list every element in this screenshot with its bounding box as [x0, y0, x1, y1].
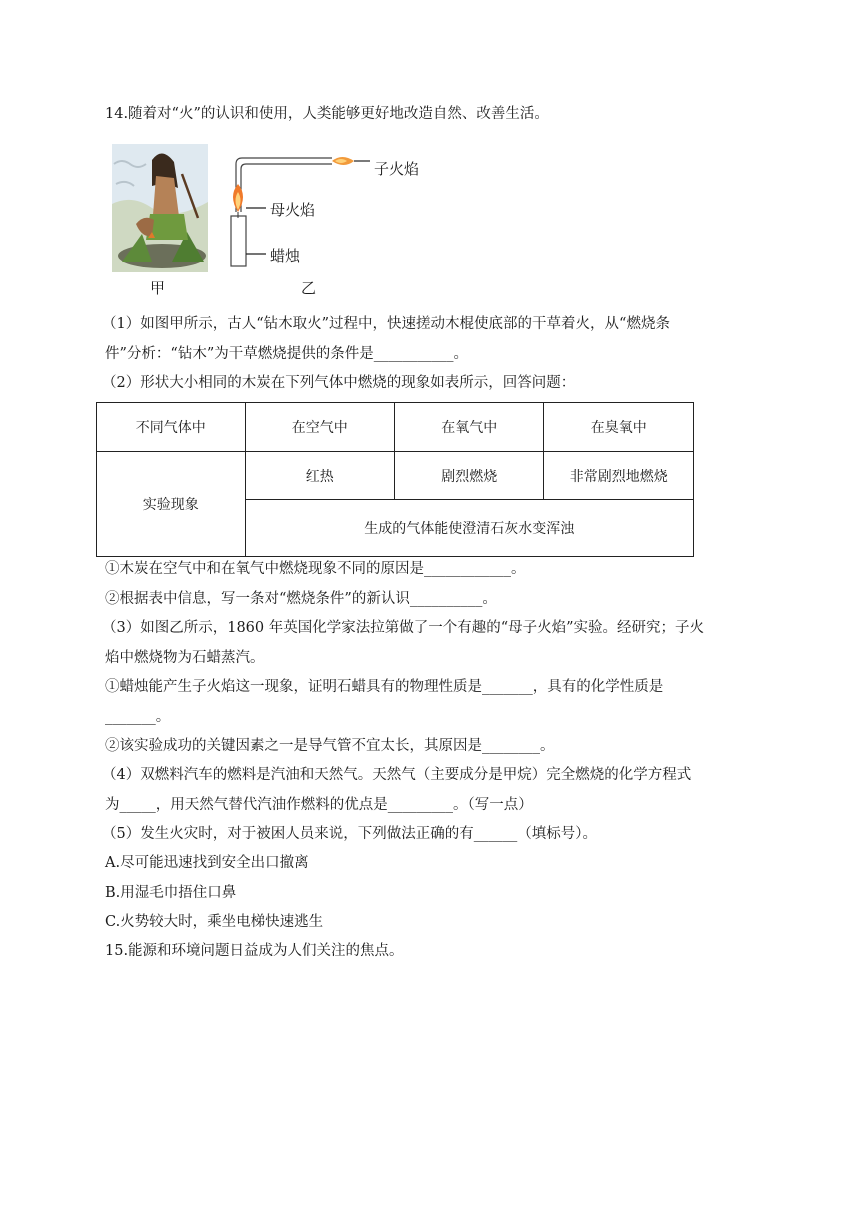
table-header-cell: 在氧气中 [394, 403, 543, 452]
option-a: A.尽可能迅速找到安全出口撤离 [105, 855, 309, 871]
part2-question1: ①木炭在空气中和在氧气中燃烧现象不同的原因是____________。 [105, 561, 526, 577]
observation-table [96, 402, 694, 557]
part3-question2: ②该实验成功的关键因素之一是导气管不宜太长，其原因是________。 [105, 738, 555, 754]
figure-a-caption: 甲 [150, 279, 166, 297]
table-header-cell: 在空气中 [245, 403, 394, 452]
figure-b-caption: 乙 [301, 279, 317, 297]
child-flame-label: 子火焰 [374, 160, 420, 178]
part1-line2: 件”分析：“钻木”为干草燃烧提供的条件是___________。 [105, 346, 468, 362]
question-15-stem: 15.能源和环境问题日益成为人们关注的焦点。 [105, 943, 404, 959]
table-cell: 非常剧烈地燃烧 [544, 452, 694, 500]
part5-question: （5）发生火灾时，对于被困人员来说，下列做法正确的有______（填标号）。 [102, 826, 597, 842]
part3-line1: （3）如图乙所示，1860 年英国化学家法拉第做了一个有趣的“母子火焰”实验。经研究；子火 [102, 620, 705, 636]
question-14-stem: 14.随着对“火”的认识和使用，人类能够更好地改造自然、改善生活。 [105, 106, 549, 122]
table-common-cell: 生成的气体能使澄清石灰水变浑浊 [245, 500, 694, 557]
table-header-cell: 在臭氧中 [544, 403, 694, 452]
candle-label: 蜡烛 [270, 247, 301, 265]
table-row [97, 452, 694, 500]
mother-flame-label: 母火焰 [270, 201, 316, 219]
part4-line1: （4）双燃料汽车的燃料是汽油和天然气。天然气（主要成分是甲烷）完全燃烧的化学方程式 [102, 767, 692, 783]
figure-drilling-wood-illustration [112, 144, 208, 272]
part3-question1-line2: _______。 [105, 709, 171, 725]
part1-line1: （1）如图甲所示，古人“钻木取火”过程中，快速搓动木棍使底部的干草着火，从“燃烧条 [102, 316, 670, 332]
part2-intro: （2）形状大小相同的木炭在下列气体中燃烧的现象如表所示，回答问题： [102, 375, 576, 391]
part3-line2: 焰中燃烧物为石蜡蒸汽。 [105, 650, 265, 666]
table-row-label: 实验现象 [97, 452, 246, 557]
table-header-cell: 不同气体中 [97, 403, 246, 452]
table-cell: 红热 [245, 452, 394, 500]
part4-line2: 为_____，用天然气替代汽油作燃料的优点是_________。（写一点） [105, 797, 533, 813]
option-b: B.用湿毛巾捂住口鼻 [105, 885, 237, 901]
part2-question2: ②根据表中信息，写一条对“燃烧条件”的新认识__________。 [105, 591, 497, 607]
part3-question1-line1: ①蜡烛能产生子火焰这一现象，证明石蜡具有的物理性质是_______，具有的化学性质是 [105, 679, 664, 695]
table-header-row [97, 403, 694, 452]
table-cell: 剧烈燃烧 [394, 452, 543, 500]
option-c: C.火势较大时，乘坐电梯快速逃生 [105, 914, 324, 930]
